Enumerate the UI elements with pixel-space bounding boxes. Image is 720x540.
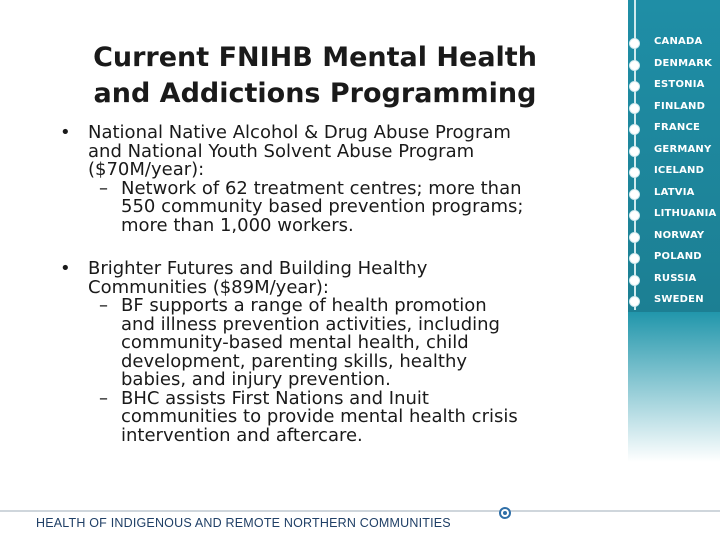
country-label: ICELAND bbox=[654, 165, 705, 176]
country-marker-icon bbox=[629, 167, 640, 178]
country-marker-icon bbox=[629, 38, 640, 49]
bullet-marker: • bbox=[60, 122, 71, 143]
country-marker-icon bbox=[629, 60, 640, 71]
country-label: RUSSIA bbox=[654, 272, 697, 284]
country-label: GERMANY bbox=[654, 143, 712, 155]
country-marker-icon bbox=[629, 210, 640, 221]
sub-bullet-marker: – bbox=[99, 295, 108, 316]
country-marker-icon bbox=[629, 189, 640, 200]
country-marker-icon bbox=[629, 232, 640, 243]
sub-bullet-text-line: more than 1,000 workers. bbox=[121, 214, 354, 236]
sub-bullet-text-line: 550 community based prevention programs; bbox=[121, 196, 524, 217]
sub-bullet-text-line: Network of 62 treatment centres; more than bbox=[121, 177, 522, 199]
country-label: LITHUANIA bbox=[654, 208, 717, 219]
sub-bullet-text-line: intervention and aftercare. bbox=[121, 424, 363, 446]
country-marker-icon bbox=[629, 146, 640, 157]
bullet-marker: • bbox=[60, 258, 71, 279]
sub-bullet-marker: – bbox=[99, 177, 108, 199]
slide-title bbox=[60, 40, 570, 112]
bullet-text-line: ($70M/year): bbox=[88, 159, 205, 180]
sub-bullet-text-line: and illness prevention activities, including bbox=[121, 313, 500, 335]
sub-bullet-text-line: babies, and injury prevention. bbox=[121, 369, 391, 390]
bullet-text-line: National Native Alcohol & Drug Abuse Program bbox=[88, 122, 511, 143]
country-label: FRANCE bbox=[654, 122, 701, 133]
country-label: SWEDEN bbox=[654, 294, 704, 305]
bullet-text-line: and National Youth Solvent Abuse Program bbox=[88, 140, 475, 162]
logo-icon bbox=[499, 507, 511, 519]
footer-divider bbox=[0, 510, 720, 512]
sub-bullet-item bbox=[60, 177, 580, 236]
bullet-text-line: Communities ($89M/year): bbox=[88, 276, 329, 298]
sub-bullet-text-line: communities to provide mental health crisis bbox=[121, 406, 518, 427]
sub-bullet-text-line: BF supports a range of health promotion bbox=[121, 295, 487, 316]
country-label: LATVIA bbox=[654, 186, 695, 198]
slide-content bbox=[60, 124, 580, 445]
country-marker-icon bbox=[629, 103, 640, 114]
country-label: NORWAY bbox=[654, 229, 705, 241]
country-label: POLAND bbox=[654, 251, 702, 262]
country-marker-icon bbox=[629, 296, 640, 307]
country-marker-icon bbox=[629, 253, 640, 264]
bullet-text-line: Brighter Futures and Building Healthy bbox=[88, 258, 428, 279]
country-label: DENMARK bbox=[654, 57, 713, 69]
bullet-item bbox=[60, 260, 580, 445]
country-marker-icon bbox=[629, 81, 640, 92]
sub-bullet-marker: – bbox=[99, 387, 108, 409]
country-marker-icon bbox=[629, 124, 640, 135]
sub-bullet-item bbox=[60, 297, 580, 390]
country-label: CANADA bbox=[654, 36, 703, 47]
country-marker-icon bbox=[629, 275, 640, 286]
country-label: FINLAND bbox=[654, 100, 706, 112]
sub-bullet-text-line: development, parenting skills, healthy bbox=[121, 350, 467, 372]
title-line-2: and Addictions Programming bbox=[93, 78, 537, 109]
sub-bullet-text-line: community-based mental health, child bbox=[121, 332, 469, 353]
country-label: ESTONIA bbox=[654, 79, 705, 90]
country-panel-fade bbox=[628, 312, 720, 462]
title-line-1: Current FNIHB Mental Health bbox=[93, 42, 537, 73]
footer-title: HEALTH OF INDIGENOUS AND REMOTE NORTHERN COMMUNITIES bbox=[36, 516, 451, 530]
bullet-item bbox=[60, 124, 580, 235]
sub-bullet-text-line: BHC assists First Nations and Inuit bbox=[121, 387, 429, 409]
sub-bullet-item bbox=[60, 387, 580, 446]
